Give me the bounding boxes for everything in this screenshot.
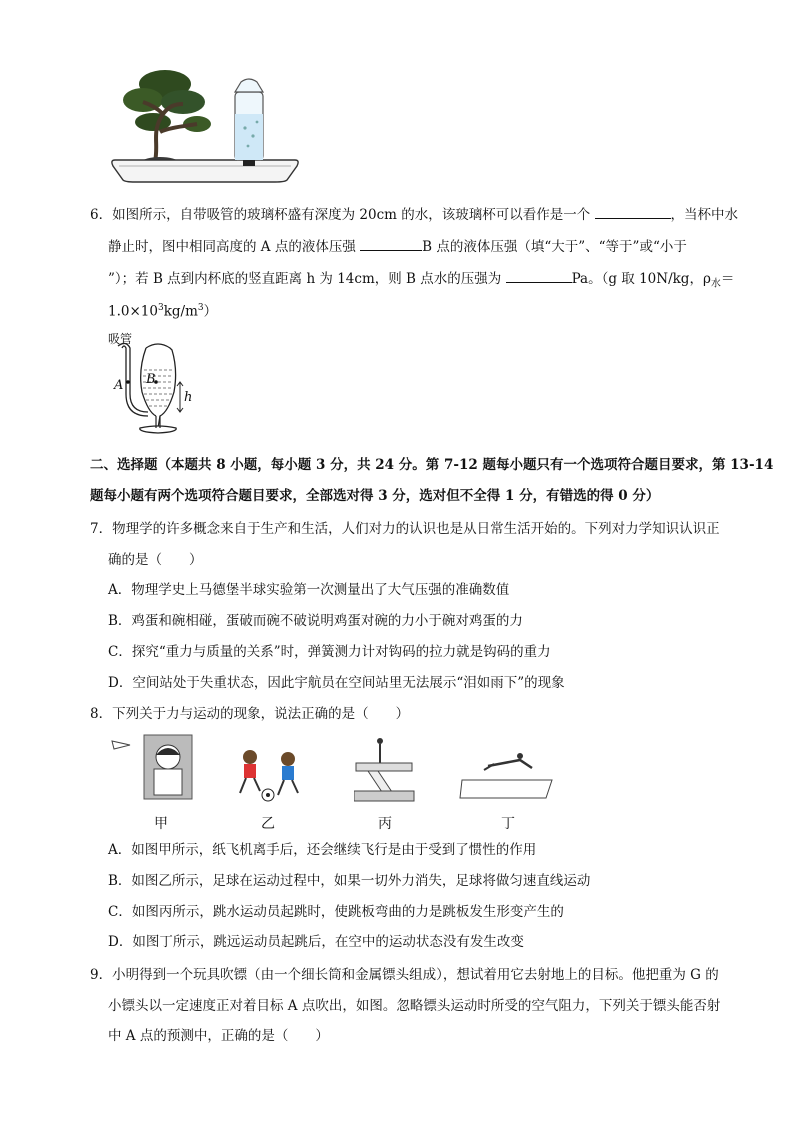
q6-text-4: 1.0×10	[108, 303, 158, 320]
q6-text-2b: B 点的液体压强（填“大于”、“等于”或“小于	[422, 239, 687, 255]
q9-stem-line-3: 中 A 点的预测中，正确的是（ ）	[108, 1028, 329, 1044]
q6-text-1a: 如图所示，自带吸管的玻璃杯盛有深度为 20cm 的水，该玻璃杯可以看作是一个	[112, 207, 591, 223]
q8-label-bing: 丙	[378, 816, 392, 832]
section2-heading-line-2: 题每小题有两个选项符合题目要求，全部选对得 3 分，选对但不全得 1 分，有错选的得 0 分）	[90, 488, 660, 504]
q7-stem-line-2: 确的是（ ）	[108, 552, 203, 568]
q6-line-3	[108, 268, 734, 295]
q8-label-jia: 甲	[154, 816, 168, 832]
q6-text-3b: Pa。（g 取 10N/kg，ρ	[571, 271, 711, 287]
q6-text-2a: 静止时，图中相同高度的 A 点的液体压强	[108, 239, 356, 255]
q8-figure-ding-long-jump	[458, 750, 556, 800]
q7-option-a[interactable]: A．物理学史上马德堡半球实验第一次测量出了大气压强的准确数值	[108, 582, 510, 598]
q6-point-a-label: A	[114, 378, 124, 393]
q6-blank-3[interactable]	[506, 268, 572, 283]
q6-straw-label: 吸管	[108, 332, 133, 346]
q9-stem-line-1: 9．小明得到一个玩具吹镖（由一个细长筒和金属镖头组成），想试着用它去射地上的目标。他把重为 G 的	[90, 967, 719, 983]
q9-stem-line-2: 小镖头以一定速度正对着目标 A 点吹出，如图。忽略镖头运动时所受的空气阻力，下列关于镖头能否射	[108, 998, 721, 1014]
q7-stem-line-1: 7．物理学的许多概念来自于生产和生活，人们对力的认识也是从日常生活开始的。下列对力学知识认识正	[90, 521, 720, 537]
q8-option-b[interactable]: B．如图乙所示，足球在运动过程中，如果一切外力消失，足球将做匀速直线运动	[108, 873, 591, 889]
q6-height-label: h	[184, 390, 193, 405]
q8-option-d[interactable]: D．如图丁所示，跳远运动员起跳后，在空中的运动状态没有发生改变	[108, 934, 524, 950]
q6-blank-2[interactable]	[360, 236, 422, 251]
q8-figure-jia-paper-plane	[110, 733, 200, 803]
q6-blank-1[interactable]	[595, 204, 671, 219]
q8-label-ding: 丁	[501, 816, 515, 832]
q6-glass-figure	[108, 330, 208, 440]
section2-heading-line-1: 二、选择题（本题共 8 小题，每小题 3 分，共 24 分。第 7-12 题每小题只有一个选项符合题目要求，第 13-14	[90, 457, 774, 473]
q6-rho-subscript: 水	[710, 278, 721, 290]
q6-line-4	[108, 298, 217, 322]
q6-line-1	[90, 204, 738, 225]
q8-stem: 8．下列关于力与运动的现象，说法正确的是（ ）	[90, 706, 410, 722]
q7-option-d[interactable]: D．空间站处于失重状态，因此宇航员在空间站里无法展示“泪如雨下”的现象	[108, 675, 565, 691]
q8-option-a[interactable]: A．如图甲所示，纸飞机离手后，还会继续飞行是由于受到了惯性的作用	[108, 842, 537, 858]
q6-text-3c: ＝	[720, 271, 735, 287]
q6-text-4b: kg/m	[163, 303, 198, 320]
q8-label-yi: 乙	[261, 816, 275, 832]
q8-figure-bing-diving	[354, 735, 416, 803]
q6-number: 6．	[90, 207, 113, 223]
q6-text-3a: ”）；若 B 点到内杯底的竖直距离 h 为 14cm，则 B 点水的压强为	[108, 271, 502, 287]
q7-option-c[interactable]: C．探究“重力与质量的关系”时，弹簧测力计对钩码的拉力就是钩码的重力	[108, 644, 551, 660]
q6-line-2	[108, 236, 687, 257]
q6-point-b-label: B	[146, 372, 156, 387]
q6-sup-1: 3	[157, 303, 164, 313]
bonsai-bottle-figure	[105, 62, 305, 187]
q7-option-b[interactable]: B．鸡蛋和碗相碰，蛋破而碗不破说明鸡蛋对碗的力小于碗对鸡蛋的力	[108, 613, 523, 629]
q6-text-4c: ）	[203, 303, 218, 320]
q8-figure-yi-football	[228, 745, 308, 803]
q8-option-c[interactable]: C．如图丙所示，跳水运动员起跳时，使跳板弯曲的力是跳板发生形变产生的	[108, 904, 564, 920]
q6-text-1b: ，当杯中水	[670, 207, 739, 223]
q6-sup-2: 3	[197, 303, 204, 313]
